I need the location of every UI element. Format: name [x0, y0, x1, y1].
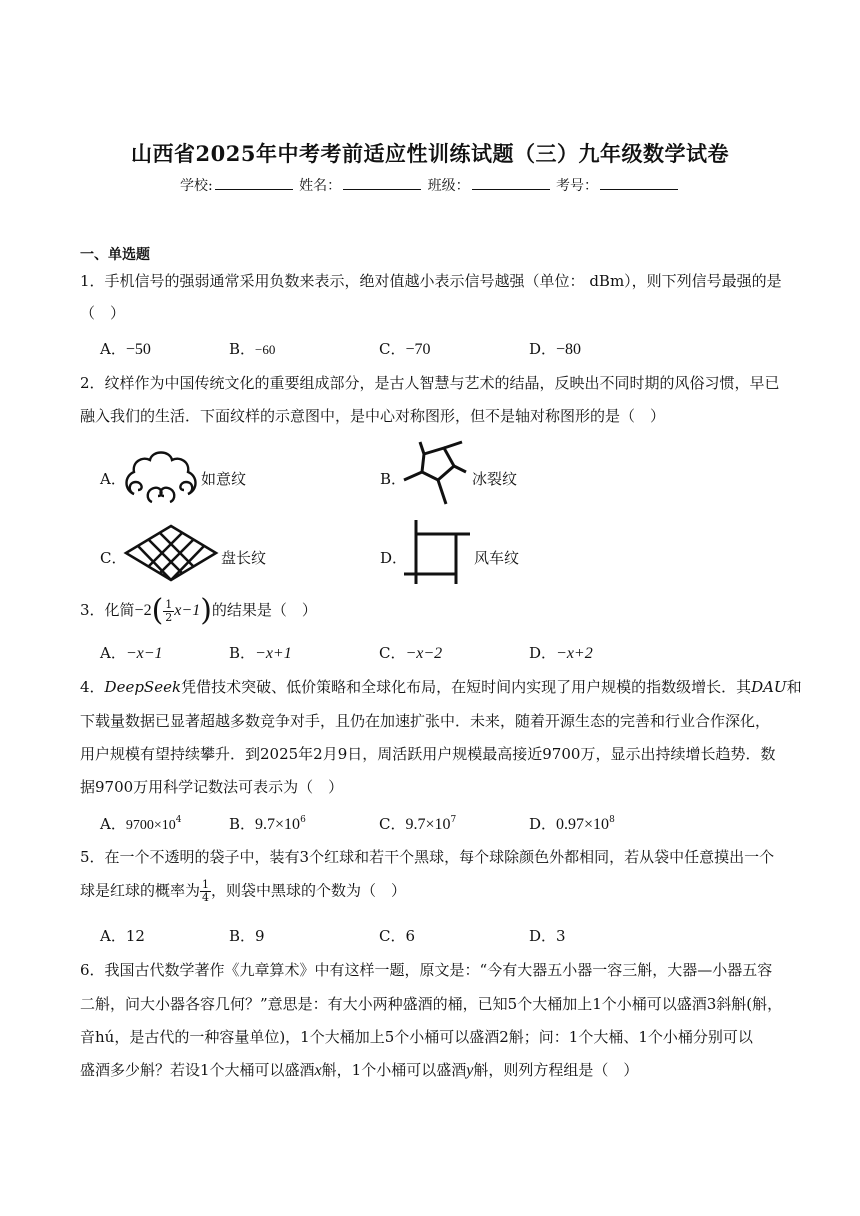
q2-option-a-name: 如意纹 [201, 470, 247, 488]
school-label: 学校: [179, 178, 213, 194]
q1-stem-line2: （ ） [80, 304, 126, 322]
exam-number-label: 考号： [556, 178, 599, 194]
pinwheel-pattern-icon [402, 518, 474, 586]
q2-option-d-label[interactable]: D． [380, 549, 408, 567]
option-value: −60 [255, 342, 276, 357]
q3-option-b[interactable]: B．−x+1 [229, 644, 292, 662]
q3-coefficient: −2 [134, 602, 152, 619]
panchang-knot-pattern-icon [122, 522, 220, 584]
q4-stem-line2: 下载量数据已显著超越多数竞争对手，且仍在加速扩张中．未来，随着开源生态的完善和行业合作深化， [80, 712, 771, 730]
exam-number-blank[interactable] [600, 175, 678, 190]
option-label: D． [529, 340, 557, 358]
page-title: 山西省2025年中考考前适应性训练试题（三）九年级数学试卷 [131, 141, 729, 166]
left-paren: ( [151, 593, 164, 628]
q2-option-c-name: 盘长纹 [221, 549, 267, 567]
q6-stem-line1: 6．我国古代数学著作《九章算术》中有这样一题，原文是：“今有大器五小器一容三斛，大器—小器五容 [80, 961, 773, 979]
q2-stem-line2: 融入我们的生活．下面纹样的示意图中，是中心对称图形，但不是轴对称图形的是（ ） [80, 407, 666, 425]
q1-option-c[interactable] [379, 338, 431, 359]
option-label: C． [379, 340, 406, 358]
q4-option-d[interactable]: D．$0.97\times 10^8$ [529, 815, 615, 833]
q5-fraction: $\frac{1}{4}$ [202, 878, 210, 904]
section-heading: 一、单选题 [80, 247, 150, 263]
q4-option-b[interactable]: B．$9.7\times 10^6$ [229, 815, 306, 833]
q3-prefix: 3．化简 [80, 601, 135, 619]
q6-stem-line2: 二斛，问大小器各容几何？”意思是：有大小两种盛酒的桶，已知5个大桶加上1个小桶可以盛酒3斜斛(斛， [80, 995, 783, 1013]
q3-fraction: $\frac{1}{2}$ [165, 597, 173, 624]
option-label: A． [100, 340, 126, 358]
class-blank[interactable] [472, 175, 550, 190]
q3-stem [80, 593, 317, 628]
student-info-line [0, 175, 860, 195]
option-value: −80 [556, 341, 582, 358]
q3-option-c[interactable]: C．−x−2 [379, 644, 443, 662]
q2-option-b-label[interactable]: B． [380, 470, 407, 488]
q3-option-d[interactable]: D．−x+2 [529, 644, 593, 662]
q1-stem-line1: 1．手机信号的强弱通常采用负数来表示，绝对值越小表示信号越强（单位： dBm），则下列信号最强的是 [80, 272, 782, 290]
q5-stem-line2: 球是红球的概率为 $\frac{1}{4}$ ，则袋中黑球的个数为（ ） [80, 878, 407, 904]
q4-stem-line3: 用户规模有望持续攀升．到2025年2月9日，周活跃用户规模最高接近9700万，显示出持续增长趋势．数 [80, 745, 776, 763]
q1-option-d[interactable] [529, 338, 581, 359]
deepseek-brand: DeepSeek [104, 678, 182, 696]
q2-option-d-name: 风车纹 [474, 549, 520, 567]
q1-option-b[interactable] [229, 338, 275, 359]
school-blank[interactable] [215, 175, 293, 190]
class-label: 班级： [427, 178, 470, 194]
q4-option-c[interactable]: C．$9.7\times 10^7$ [379, 815, 457, 833]
option-value: −50 [125, 341, 151, 358]
q5-option-b[interactable]: B．9 [229, 927, 265, 945]
q5-option-a[interactable]: A．12 [100, 927, 145, 945]
option-value: −70 [405, 341, 431, 358]
q1-option-a[interactable] [100, 338, 151, 359]
q2-stem-line1: 2．纹样作为中国传统文化的重要组成部分，是古人智慧与艺术的结晶，反映出不同时期的风俗习惯，早已 [80, 374, 780, 392]
ice-crack-pattern-icon [402, 440, 472, 508]
name-label: 姓名： [299, 178, 342, 194]
q2-option-c-label[interactable]: C． [100, 549, 127, 567]
option-label: B． [229, 340, 256, 358]
q5-stem-line1: 5．在一个不透明的袋子中，装有3个红球和若干个黑球，每个球除颜色外都相同，若从袋中任意摸出一个 [80, 848, 775, 866]
q3-option-a[interactable]: A．−x−1 [100, 644, 163, 662]
right-paren: ) [200, 593, 212, 628]
ruyi-pattern-icon [122, 444, 200, 506]
q3-inner: x−1 [174, 602, 201, 619]
q4-stem-line1: 4．DeepSeek凭借技术突破、低价策略和全球化布局，在短时间内实现了用户规模的指数级增长．其DAU和 [80, 678, 802, 696]
q2-option-a-label[interactable]: A． [100, 470, 126, 488]
q6-stem-line4: 盛酒多少斛？若设1个大桶可以盛酒x斛，1个小桶可以盛酒y斛，则列方程组是（ ） [80, 1061, 639, 1079]
q4-option-a[interactable]: A．$9700\times 10^4$ [100, 815, 182, 833]
q3-suffix: 的结果是（ ） [211, 601, 317, 619]
q5-option-d[interactable]: D．3 [529, 927, 566, 945]
q4-stem-line4: 据9700万用科学记数法可表示为（ ） [80, 778, 344, 796]
q5-option-c[interactable]: C．6 [379, 927, 416, 945]
q6-stem-line3: 音hú，是古代的一种容量单位)，1个大桶加上5个小桶可以盛酒2斛；问：1个大桶、1个小桶分别可以 [80, 1028, 753, 1046]
name-blank[interactable] [343, 175, 421, 190]
q2-option-b-name: 冰裂纹 [472, 470, 518, 488]
